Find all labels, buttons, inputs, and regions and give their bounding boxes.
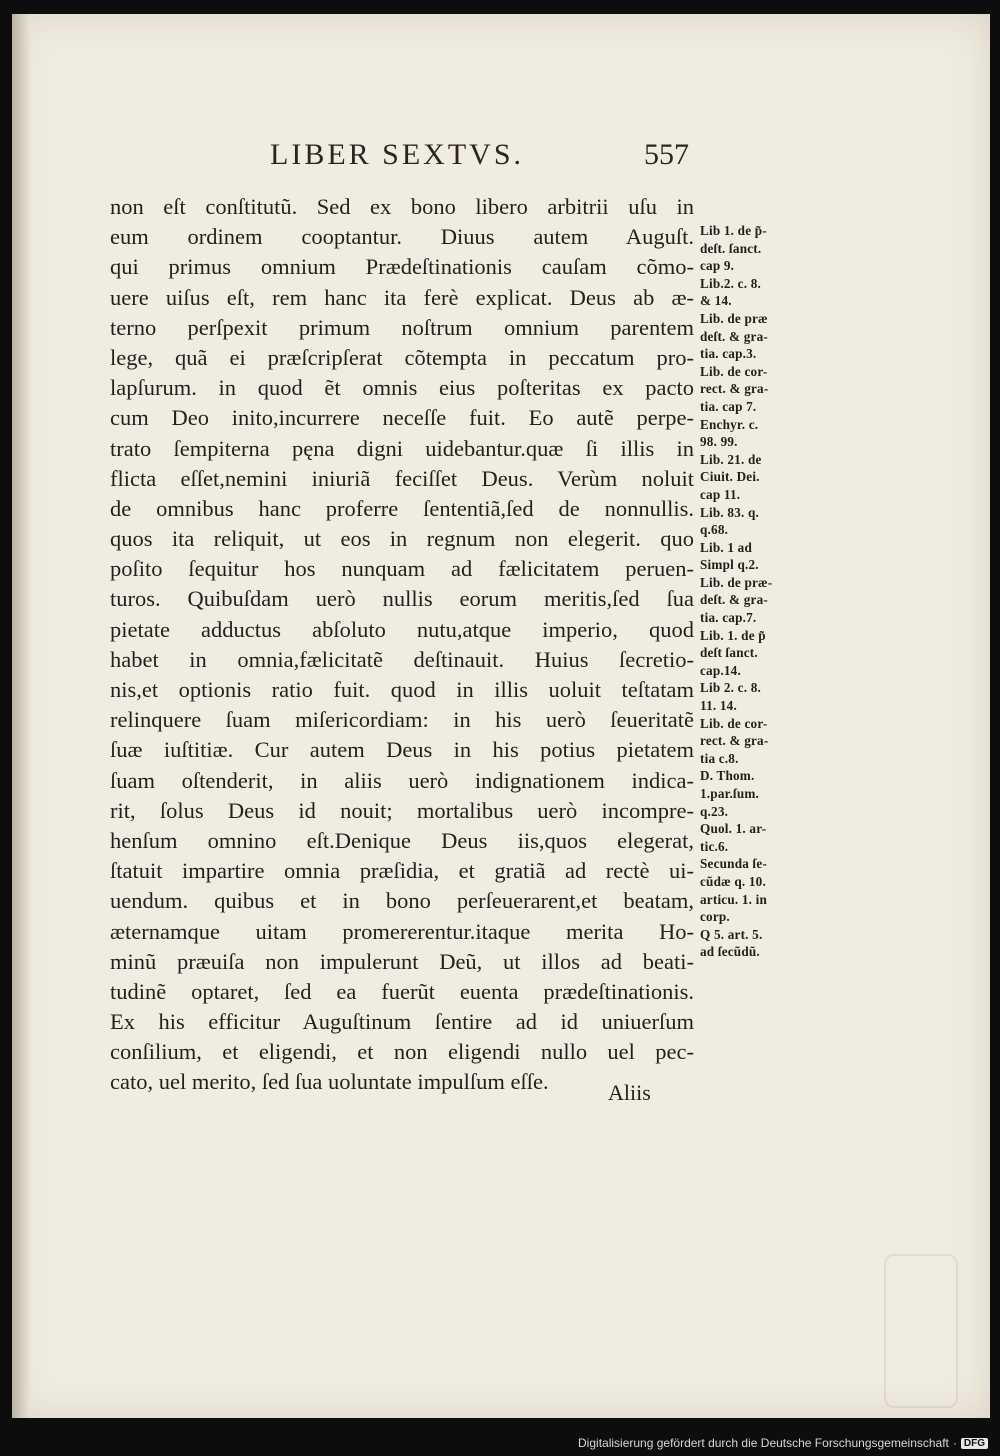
text-line: minũ præuiſa non impulerunt Deũ, ut illos ad beati- — [110, 948, 694, 974]
margin-note-line: & 14. — [700, 293, 732, 309]
text-line: relinquere ſuam miſericordiam: in his uerò ſeueritatẽ — [110, 707, 694, 733]
margin-note-line: cap.14. — [700, 662, 741, 678]
text-line: terno perſpexit primum noſtrum omnium parentem — [110, 314, 694, 340]
margin-note-line: Lib. de præ- — [700, 574, 773, 590]
text-line: ſtatuit impartire omnia præſidia, et gratiã ad rectè ui- — [110, 858, 694, 884]
margin-note-line: Lib. de cor- — [700, 363, 768, 379]
margin-note-line: Lib. 1 ad — [700, 539, 753, 555]
text-line: eum ordinem cooptantur. Diuus autem Auguſt. — [110, 224, 694, 250]
text-line: cum Deo inito,incurrere neceſſe fuit. Eo autẽ perpe- — [110, 405, 694, 431]
text-line: lege, quã ei præſcripſerat cõtempta in peccatum pro- — [110, 344, 694, 370]
text-line: uendum. quibus et in bono perſeuerarent,et beatam, — [110, 888, 694, 914]
page-gutter — [12, 14, 30, 1418]
dfg-logo-icon: DFG — [961, 1438, 988, 1449]
margin-note-line: 98. 99. — [700, 434, 738, 450]
margin-note-line: Lib.2. c. 8. — [700, 275, 762, 291]
margin-note-line: Lib. 21. de — [700, 451, 762, 467]
footer-credit: Digitalisierung gefördert durch die Deutsche Forschungsgemeinschaft — [578, 1436, 949, 1450]
margin-note-line: Lib 1. de p̃- — [700, 223, 767, 238]
margin-note-line: q.68. — [700, 522, 729, 538]
margin-note-line: Enchyr. c. — [700, 416, 759, 432]
text-line: henſum omnino eſt.Denique Deus iis,quos elegerat, — [110, 827, 694, 853]
margin-note-line: rect. & gra- — [700, 733, 769, 749]
margin-note-line: 11. 14. — [700, 698, 737, 714]
margin-note-line: Lib. 1. de p̃ — [700, 627, 766, 643]
text-line: trato ſempiterna pęna digni uidebantur.quæ ſi illis in — [110, 435, 694, 461]
digitization-footer: Digitalisierung gefördert durch die Deutsche Forschungsgemeinschaft · DFG — [578, 1436, 988, 1450]
margin-note-line: tic.6. — [700, 838, 729, 854]
margin-note-line: 1.par.ſum. — [700, 786, 760, 801]
text-line: flicta eſſet,nemini iniuriã feciſſet Deus. Verùm noluit — [110, 465, 694, 491]
margin-note-line: rect. & gra- — [700, 381, 769, 397]
running-head: LIBER SEXTVS. — [270, 138, 525, 171]
text-line: Ex his efficitur Auguſtinum ſentire ad id uniuerſum — [110, 1009, 694, 1035]
margin-note-line: deſt ſanct. — [700, 645, 758, 661]
margin-note-line: Quol. 1. ar- — [700, 821, 767, 837]
text-line: pietate adductus abſoluto nutu,atque imperio, quod — [110, 616, 694, 642]
text-line: cato, uel merito, ſed ſua uoluntate impulſum eſſe. — [110, 1069, 549, 1095]
text-line: conſilium, et eligendi, et non eligendi nullo uel pec- — [110, 1039, 694, 1065]
margin-note-line: Ciuit. Dei. — [700, 469, 760, 485]
margin-note-line: corp. — [700, 909, 730, 925]
margin-note-line: deſt. & gra- — [700, 328, 768, 344]
catchword: Aliis — [608, 1080, 651, 1105]
page-number: 557 — [644, 138, 689, 171]
margin-note-line: Lib 2. c. 8. — [700, 680, 762, 696]
text-line: qui primus omnium Prædeſtinationis cauſam cõmo- — [110, 254, 694, 280]
text-line: quos ita reliquit, ut eos in regnum non elegerit. quo — [110, 526, 694, 552]
margin-note-line: deſt. ſanct. — [700, 240, 762, 256]
margin-note-line: tia. cap 7. — [700, 398, 757, 414]
margin-note-line: Secunda ſe- — [700, 856, 768, 872]
text-line: poſito ſequitur hos nunquam ad fælicitatem peruen- — [110, 556, 694, 582]
text-line: turos. Quibuſdam uerò nullis eorum meritis,ſed ſua — [110, 586, 694, 612]
margin-note-line: q.23. — [700, 803, 729, 819]
margin-note-line: Q 5. art. 5. — [700, 926, 763, 942]
margin-note-line: Lib. de præ — [700, 310, 768, 326]
margin-note-line: cap 9. — [700, 258, 735, 274]
text-line: nis,et optionis ratio fuit. quod in illis uoluit teſtatam — [110, 677, 694, 702]
margin-note-line: tia. cap.7. — [700, 610, 757, 626]
text-line: habet in omnia,fælicitatẽ deſtinauit. Huius ſecretio- — [110, 646, 694, 672]
text-line: æternamque uitam promererentur.itaque merita Ho- — [110, 918, 694, 944]
margin-note-line: ad ſecũdũ. — [700, 944, 760, 960]
body-text — [110, 192, 694, 1098]
margin-note-line: tia. cap.3. — [700, 346, 757, 362]
text-line: de omnibus hanc proferre ſententiã,ſed de nonnullis. — [110, 495, 694, 521]
margin-notes — [700, 222, 800, 961]
margin-note-line: Lib. de cor- — [700, 715, 768, 731]
text-line: rit, ſolus Deus id nouit; mortalibus uerò incompre- — [110, 797, 694, 823]
book-page — [12, 14, 990, 1418]
text-line: non eſt conſtitutũ. Sed ex bono libero arbitrii uſu in — [110, 194, 694, 219]
margin-note-line: D. Thom. — [700, 768, 755, 784]
margin-note-line: Lib. 83. q. — [700, 504, 760, 520]
text-line: lapſurum. in quod ẽt omnis eius poſteritas ex pacto — [110, 375, 694, 401]
margin-note-line: Simpl q.2. — [700, 557, 759, 573]
faded-stamp — [884, 1254, 958, 1408]
text-line: uere uiſus eſt, rem hanc ita ferè explicat. Deus ab æ- — [110, 284, 694, 310]
margin-note-line: articu. 1. in — [700, 891, 768, 907]
margin-note-line: cũdæ q. 10. — [700, 873, 766, 889]
margin-note-line: tia c.8. — [700, 750, 739, 766]
text-line: ſuam oſtenderit, in aliis uerò indignationem indica- — [110, 767, 694, 793]
margin-note-line: cap 11. — [700, 486, 741, 502]
text-line: tudinẽ optaret, ſed ea fuerũt euenta prædeſtinationis. — [110, 978, 694, 1004]
margin-note-line: deſt. & gra- — [700, 592, 768, 608]
text-line: ſuæ iuſtitiæ. Cur autem Deus in his potius pietatem — [110, 737, 694, 763]
